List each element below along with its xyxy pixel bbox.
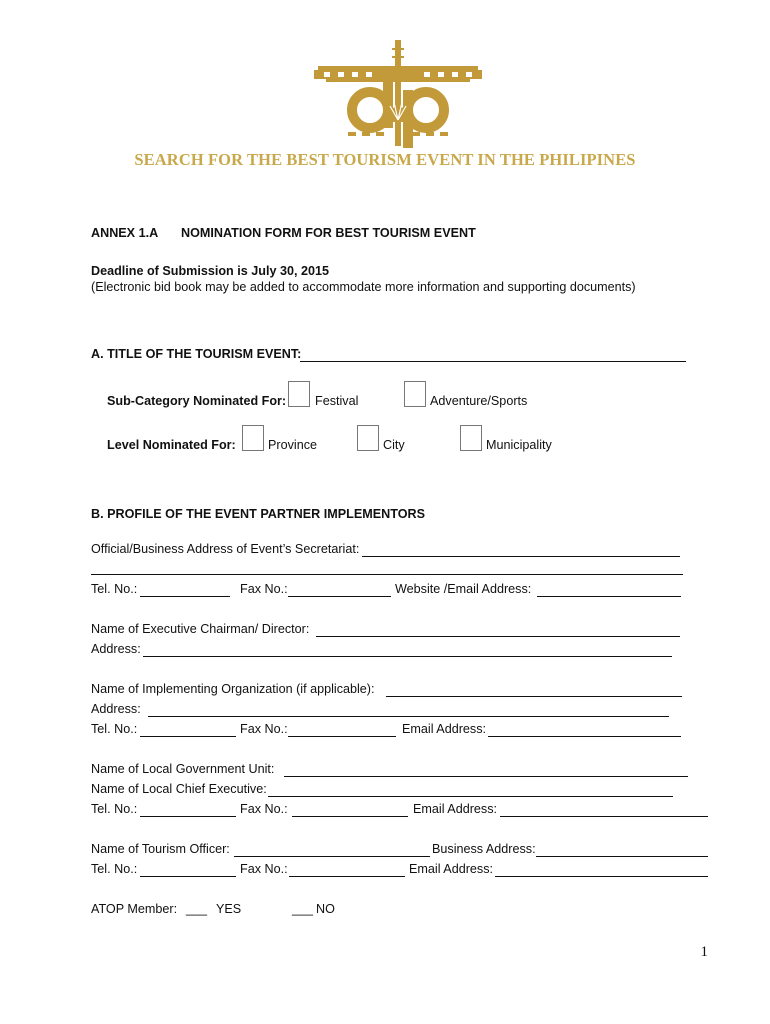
lgu-fax-label: Fax No.:	[240, 802, 288, 816]
secretariat-website-email-field[interactable]	[537, 596, 681, 597]
lgu-email-label: Email Address:	[413, 802, 497, 816]
festival-checkbox[interactable]	[288, 381, 310, 407]
lgu-tel-field[interactable]	[140, 816, 236, 817]
secretariat-website-email-label: Website /Email Address:	[395, 582, 532, 596]
adventure-sports-checkbox[interactable]	[404, 381, 426, 407]
province-checkbox[interactable]	[242, 425, 264, 451]
business-address-field[interactable]	[536, 856, 708, 857]
section-b-title: B. PROFILE OF THE EVENT PARTNER IMPLEMENTORS	[91, 507, 425, 521]
event-title-label: A. TITLE OF THE TOURISM EVENT:	[91, 347, 302, 361]
secretariat-tel-label: Tel. No.:	[91, 582, 138, 596]
business-address-label: Business Address:	[432, 842, 536, 856]
tourism-officer-fax-field[interactable]	[289, 876, 405, 877]
secretariat-address-label: Official/Business Address of Event’s Secretariat:	[91, 542, 360, 556]
secretariat-tel-field[interactable]	[140, 596, 230, 597]
atop-yes-blank[interactable]: ___	[186, 902, 208, 916]
chairman-address-field[interactable]	[143, 656, 672, 657]
implementing-org-address-field[interactable]	[148, 716, 669, 717]
city-option-label: City	[383, 438, 405, 452]
tourism-officer-field[interactable]	[234, 856, 430, 857]
atop-no-label: NO	[316, 902, 335, 916]
page-number: 1	[700, 944, 708, 960]
chairman-address-label: Address:	[91, 642, 141, 656]
level-label: Level Nominated For:	[107, 438, 236, 452]
chairman-field[interactable]	[316, 636, 680, 637]
secretariat-fax-label: Fax No.:	[240, 582, 288, 596]
lgu-field[interactable]	[284, 776, 688, 777]
dap-logo	[312, 40, 484, 152]
tourism-officer-tel-label: Tel. No.:	[91, 862, 138, 876]
lgu-email-field[interactable]	[500, 816, 708, 817]
festival-option-label: Festival	[315, 394, 359, 408]
atop-no-blank[interactable]: ___	[292, 902, 314, 916]
deadline-note: (Electronic bid book may be added to accommodate more information and supporting documents)	[91, 280, 636, 294]
implementing-org-tel-label: Tel. No.:	[91, 722, 138, 736]
implementing-org-email-label: Email Address:	[402, 722, 486, 736]
lgu-label: Name of Local Government Unit:	[91, 762, 275, 776]
municipality-checkbox[interactable]	[460, 425, 482, 451]
city-checkbox[interactable]	[357, 425, 379, 451]
tourism-officer-tel-field[interactable]	[140, 876, 236, 877]
lgu-fax-field[interactable]	[292, 816, 408, 817]
secretariat-address-field[interactable]	[362, 556, 680, 557]
annex-title: NOMINATION FORM FOR BEST TOURISM EVENT	[181, 226, 476, 240]
chief-exec-field[interactable]	[268, 796, 673, 797]
event-title-field[interactable]	[300, 361, 686, 362]
adventure-sports-option-label: Adventure/Sports	[430, 394, 528, 408]
page-header-title: SEARCH FOR THE BEST TOURISM EVENT IN THE PHILIPINES	[134, 150, 636, 169]
tourism-officer-email-label: Email Address:	[409, 862, 493, 876]
implementing-org-address-label: Address:	[91, 702, 141, 716]
lgu-tel-label: Tel. No.:	[91, 802, 138, 816]
secretariat-fax-field[interactable]	[288, 596, 391, 597]
atop-yes-label: YES	[216, 902, 242, 916]
implementing-org-tel-field[interactable]	[140, 736, 236, 737]
implementing-org-field[interactable]	[386, 696, 682, 697]
atop-member-label: ATOP Member:	[91, 902, 178, 916]
chairman-label: Name of Executive Chairman/ Director:	[91, 622, 310, 636]
tourism-officer-label: Name of Tourism Officer:	[91, 842, 230, 856]
tourism-officer-fax-label: Fax No.:	[240, 862, 288, 876]
subcategory-label: Sub-Category Nominated For:	[107, 394, 287, 408]
municipality-option-label: Municipality	[486, 438, 552, 452]
implementing-org-fax-label: Fax No.:	[240, 722, 288, 736]
deadline-label: Deadline of Submission is July 30, 2015	[91, 264, 329, 278]
tourism-officer-email-field[interactable]	[495, 876, 708, 877]
province-option-label: Province	[268, 438, 317, 452]
secretariat-address-field-line2[interactable]	[91, 574, 683, 575]
implementing-org-email-field[interactable]	[488, 736, 681, 737]
implementing-org-fax-field[interactable]	[288, 736, 396, 737]
annex-id: ANNEX 1.A	[91, 226, 159, 240]
chief-exec-label: Name of Local Chief Executive:	[91, 782, 267, 796]
implementing-org-label: Name of Implementing Organization (if applicable):	[91, 682, 375, 696]
